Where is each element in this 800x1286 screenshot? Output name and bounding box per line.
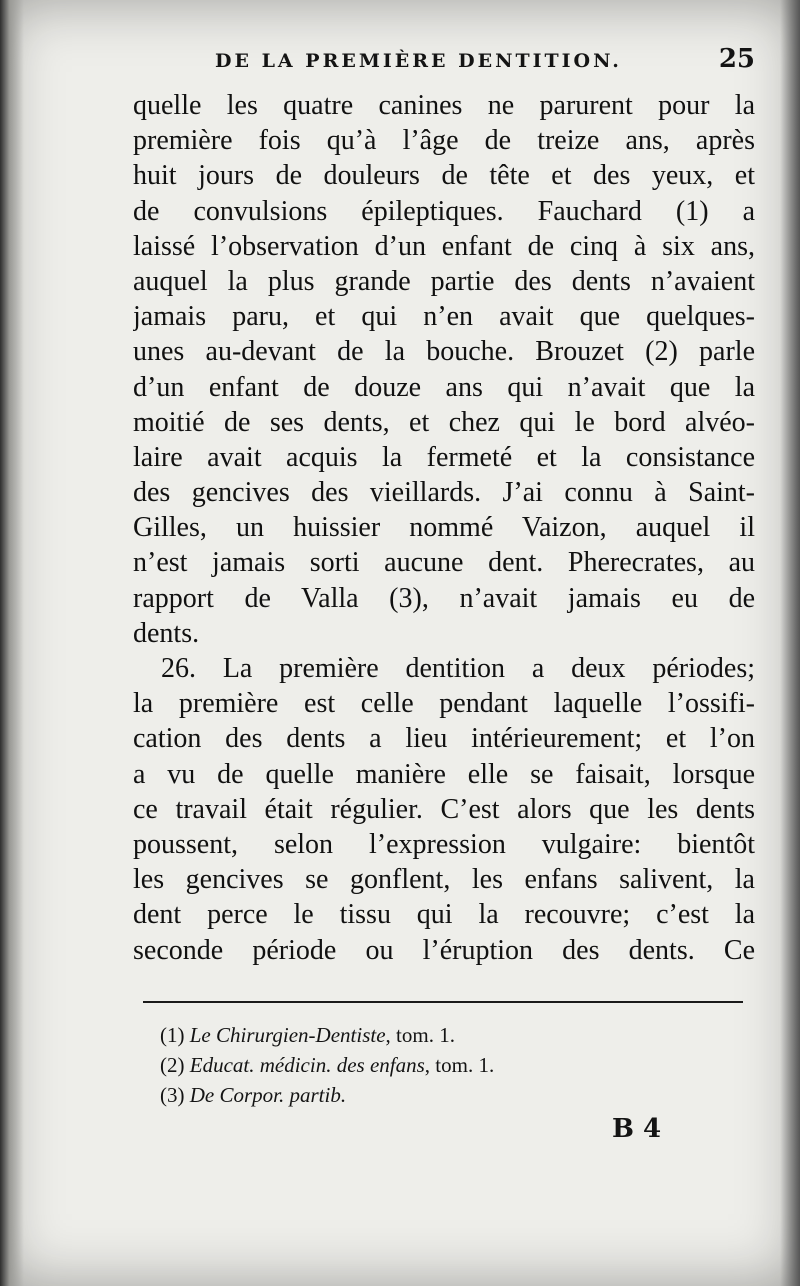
text-line: moitié de ses dents, et chez qui le bord alvéo- bbox=[133, 406, 755, 438]
footnote-2 bbox=[160, 1050, 720, 1080]
text-line: quelle les quatre canines ne parurent pour la bbox=[133, 90, 755, 121]
text-line: rapport de Valla (3), n’avait jamais eu de bbox=[133, 582, 755, 614]
footnote-rest: , tom. 1. bbox=[424, 1053, 495, 1077]
signature-mark: B 4 bbox=[612, 1114, 662, 1144]
text-line: laire avait acquis la fermeté et la consistance bbox=[133, 441, 755, 473]
text-line: n’est jamais sorti aucune dent. Pherecrates, au bbox=[133, 547, 755, 579]
footnote-marker: (1) bbox=[160, 1023, 185, 1047]
text-line: jamais paru, et qui n’en avait que quelques- bbox=[133, 301, 755, 333]
text-line: cation des dents a lieu intérieurement; et l’on bbox=[133, 723, 755, 755]
text-line: ce travail était régulier. C’est alors que les dents bbox=[133, 793, 755, 825]
body-text bbox=[133, 88, 755, 968]
footnote-title: Le Chirurgien-Dentiste bbox=[189, 1023, 386, 1047]
footnote-title: Educat. médicin. des enfans bbox=[189, 1053, 425, 1077]
text-line: les gencives se gonflent, les enfans salivent, la bbox=[133, 864, 755, 896]
footnote-marker: (3) bbox=[160, 1083, 185, 1107]
text-line: auquel la plus grande partie des dents n’avaient bbox=[133, 265, 755, 297]
text-line: d’un enfant de douze ans qui n’avait que la bbox=[133, 371, 755, 403]
footnote-rest: , tom. 1. bbox=[385, 1023, 455, 1047]
running-title: DE LA PREMIÈRE DENTITION. bbox=[215, 50, 622, 72]
text-line: a vu de quelle manière elle se faisait, lorsque bbox=[133, 758, 755, 790]
text-line: unes au-devant de la bouche. Brouzet (2) parle bbox=[133, 336, 755, 368]
text-line: Gilles, un huissier nommé Vaizon, auquel il bbox=[133, 512, 755, 544]
text-line: poussent, selon l’expression vulgaire: bientôt bbox=[133, 828, 755, 860]
footnote-marker: (2) bbox=[160, 1053, 185, 1077]
text-line: première fois qu’à l’âge de treize ans, après bbox=[133, 125, 755, 157]
text-line: seconde période ou l’éruption des dents. Ce bbox=[133, 934, 755, 966]
paragraph-26-first-line: 26. La première dentition a deux périodes; bbox=[161, 653, 755, 684]
text-line: dent perce le tissu qui la recouvre; c’est la bbox=[133, 899, 755, 931]
text-line: des gencives des vieillards. J’ai connu à Saint- bbox=[133, 477, 755, 509]
footnote-1 bbox=[160, 1020, 720, 1050]
footnote-title: De Corpor. partib. bbox=[189, 1083, 347, 1107]
text-line: la première est celle pendant laquelle l’ossifi- bbox=[133, 688, 755, 720]
paragraph-last-line: dents. bbox=[133, 617, 200, 649]
page-edge-shadow bbox=[780, 0, 800, 1286]
footnote-3 bbox=[160, 1080, 720, 1110]
page-binding-shadow bbox=[0, 0, 24, 1286]
text-line: laissé l’observation d’un enfant de cinq à six ans, bbox=[133, 230, 755, 262]
page-number: 25 bbox=[718, 44, 755, 74]
footnote-rule bbox=[143, 1001, 743, 1003]
footnotes bbox=[160, 1020, 720, 1110]
running-head bbox=[135, 44, 755, 80]
text-line: de convulsions épileptiques. Fauchard (1) a bbox=[133, 195, 755, 227]
text-line: huit jours de douleurs de tête et des yeux, et bbox=[133, 160, 755, 192]
